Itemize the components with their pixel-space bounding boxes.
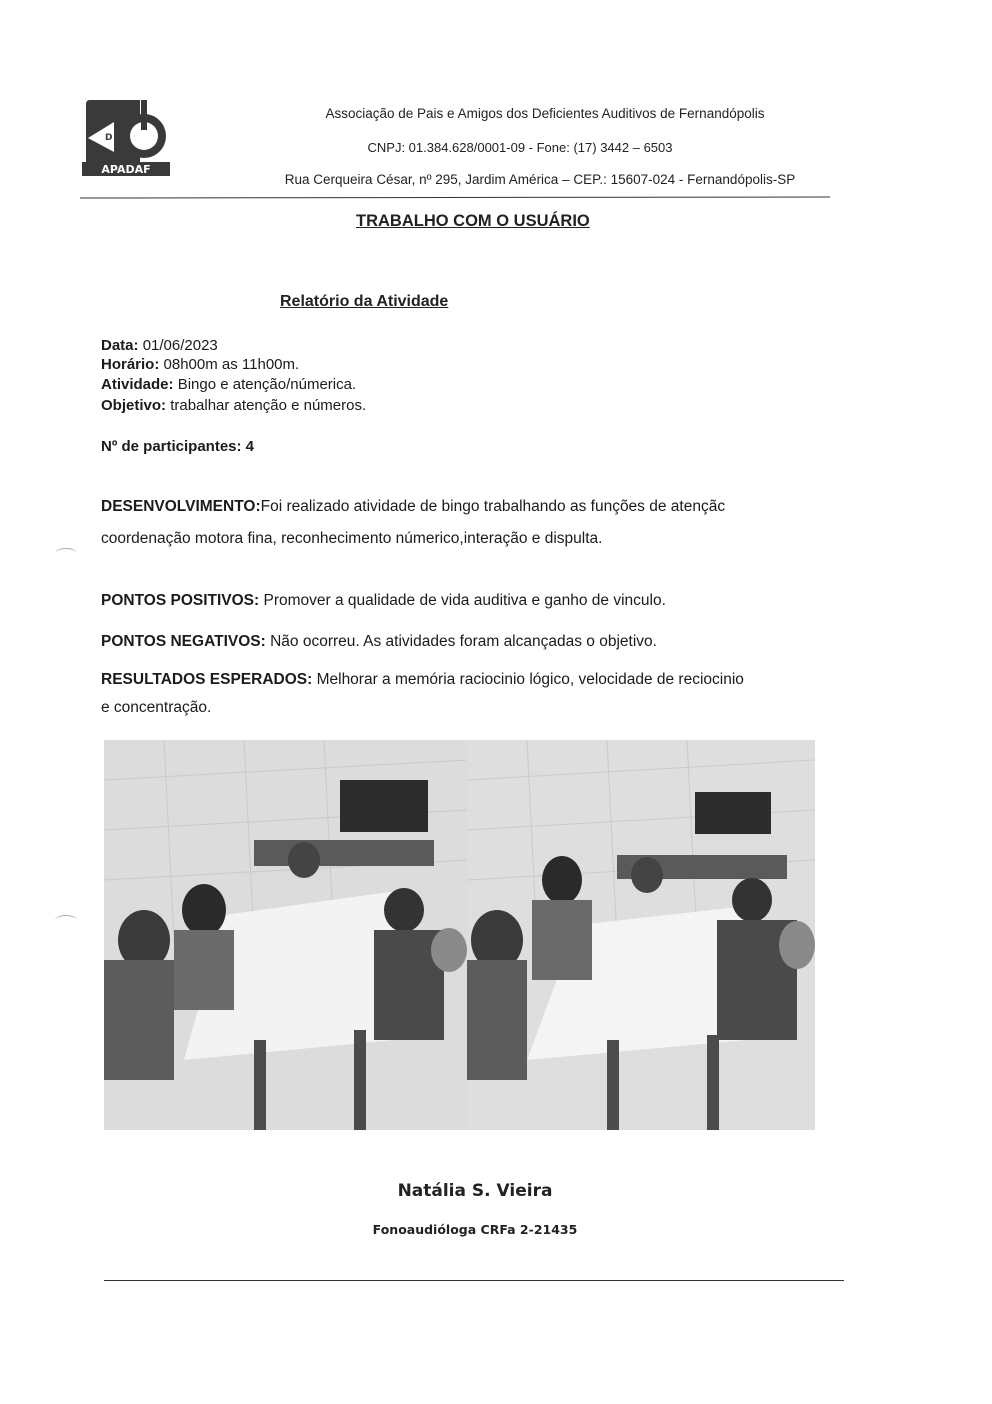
signature-role: Fonoaudióloga CRFa 2-21435 <box>372 1222 578 1237</box>
header-divider <box>80 196 830 198</box>
report-title: Relatório da Atividade <box>280 293 449 310</box>
field-atividade-label: Atividade: <box>101 376 174 393</box>
field-atividade <box>101 375 356 395</box>
field-data-label: Data: <box>101 337 139 354</box>
field-data-value: 01/06/2023 <box>142 337 218 354</box>
desenvolvimento-line2: coordenação motora fina, reconhecimento númerico,interação e dispulta. <box>101 530 603 547</box>
org-name: Associação de Pais e Amigos dos Deficientes Auditivos de Fernandópolis <box>325 106 765 121</box>
pontos-negativos-label: PONTOS NEGATIVOS: <box>101 633 266 650</box>
pontos-positivos-label: PONTOS POSITIVOS: <box>101 592 260 609</box>
signature-name: Natália S. Vieira <box>397 1181 553 1201</box>
field-horario-value: 08h00m as 11h00m. <box>163 356 300 373</box>
scan-artifact <box>55 548 77 559</box>
footer-divider <box>104 1280 844 1281</box>
field-objetivo <box>101 396 366 416</box>
resultados-esperados-line2: e concentração. <box>101 699 212 716</box>
desenvolvimento-section <box>101 491 846 555</box>
resultados-esperados-section <box>101 666 846 722</box>
logo-text: APADAF <box>101 163 151 176</box>
activity-photo-1 <box>104 740 467 1130</box>
field-objetivo-label: Objetivo: <box>101 397 167 414</box>
desenvolvimento-label: DESENVOLVIMENTO: <box>101 498 261 515</box>
activity-photo-2 <box>467 740 815 1130</box>
resultados-esperados-label: RESULTADOS ESPERADOS: <box>101 671 313 688</box>
pontos-negativos-section <box>101 626 846 658</box>
field-horario <box>101 355 299 375</box>
field-data <box>101 336 218 356</box>
field-horario-label: Horário: <box>101 356 160 373</box>
scan-artifact <box>55 915 77 926</box>
desenvolvimento-line1: Foi realizado atividade de bingo trabalhando as funções de atençãc <box>260 498 726 515</box>
field-objetivo-value: trabalhar atenção e números. <box>170 397 367 414</box>
pontos-positivos-text: Promover a qualidade de vida auditiva e ganho de vinculo. <box>259 592 666 609</box>
field-atividade-value: Bingo e atenção/númerica. <box>177 376 357 393</box>
org-address: Rua Cerqueira César, nº 295, Jardim América – CEP.: 15607-024 - Fernandópolis-SP <box>284 172 796 187</box>
section-title: TRABALHO COM O USUÁRIO <box>356 212 590 230</box>
resultados-esperados-line1: Melhorar a memória raciocinio lógico, velocidade de reciocinio <box>312 671 744 688</box>
pontos-negativos-text: Não ocorreu. As atividades foram alcançadas o objetivo. <box>265 633 657 650</box>
apadaf-logo <box>80 98 172 178</box>
pontos-positivos-section <box>101 585 846 617</box>
org-cnpj-phone: CNPJ: 01.384.628/0001-09 - Fone: (17) 3442 – 6503 <box>367 140 673 155</box>
participants-count: Nº de participantes: 4 <box>101 438 255 455</box>
svg-text:D: D <box>105 133 113 143</box>
